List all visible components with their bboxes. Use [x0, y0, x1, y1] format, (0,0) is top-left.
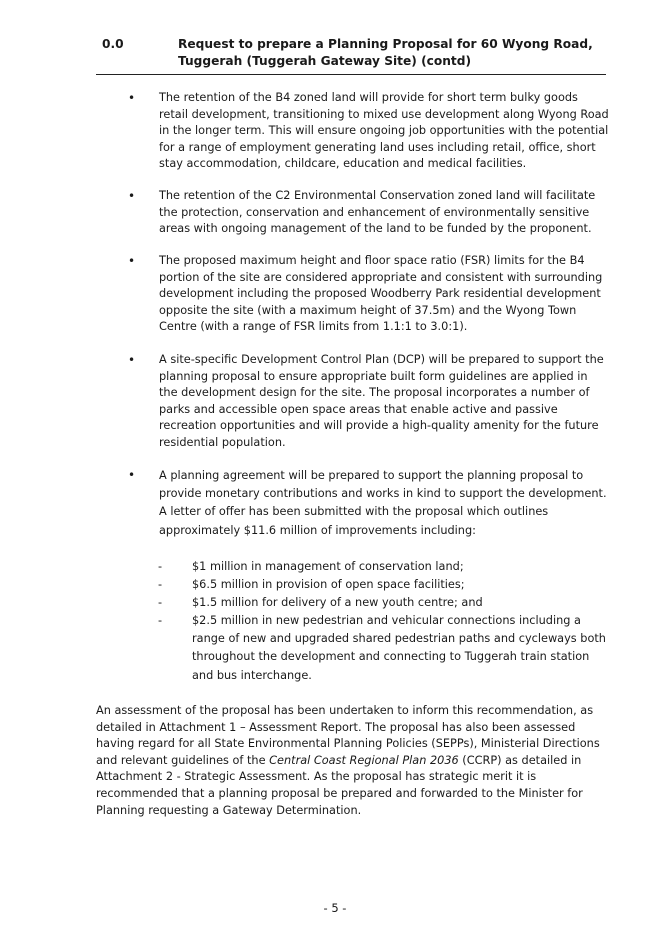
bullet-text: A planning agreement will be prepared to support the planning proposal to provide monetary contributions and works in kind to support the development. A letter of offer has been submitted with the proposal which outlines approximately $11.6 million of improvements including: — [159, 469, 607, 537]
bullet-text: The retention of the B4 zoned land will provide for short term bulky goods retail development, transitioning to mixed use development along Wyong Road in the longer term. This will ensure ongoing job opportunities with the potential for a range of employment generating land uses including retail, office, short stay accommodation, childcare, education and medical facilities. — [159, 91, 609, 171]
bullet-text: A site-specific Development Control Plan (DCP) will be prepared to support the planning proposal to ensure appropriate built form guidelines are applied in the development design for the site. The proposal incorporates a number of parks and accessible open space areas that enable active and passive recreation opportunities and will provide a high-quality amenity for the future residential population. — [159, 353, 604, 449]
dash-marker: - — [158, 596, 163, 609]
closing-text-part1: An assessment of the proposal has been undertaken to inform this recommendation, as detailed in Attachment 1 – Assessment Report. The proposal has also been assessed having regard for all State Environmental Planning Policies (SEPPs), Ministerial Directions and relevant guidelines of the — [96, 704, 600, 767]
bullet-icon: • — [128, 468, 136, 482]
bullet-text: The retention of the C2 Environmental Conservation zoned land will facilitate the protection, conservation and enhancement of environmentally sensitive areas with ongoing management of the land to be funded by the proponent. — [159, 189, 596, 236]
dash-marker: - — [158, 614, 163, 627]
bullet-icon: • — [128, 254, 136, 268]
improvement-text: $1 million in management of conservation land; — [192, 560, 464, 573]
dash-marker: - — [158, 560, 163, 573]
improvement-text: $6.5 million in provision of open space facilities; — [192, 578, 465, 591]
bullet-text: The proposed maximum height and floor space ratio (FSR) limits for the B4 portion of the site are considered appropriate and consistent with surrounding development including the proposed Woodberry Park residential development opposite the site (with a maximum height of 37.5m) and the Wyong Town Centre (with a range of FSR limits from 1.1:1 to 3.0:1). — [159, 254, 603, 334]
closing-paragraph — [96, 703, 608, 819]
closing-plan-title: Central Coast Regional Plan 2036 — [269, 753, 459, 767]
closing-text-part2: (CCRP) as detailed in Attachment 2 - Strategic Assessment. As the proposal has strategic merit it is recommended that a planning proposal be prepared and forwarded to the Minister for Planning requesting a Gateway Determination. — [96, 753, 583, 817]
dash-marker: - — [158, 578, 163, 591]
section-title: Request to prepare a Planning Proposal for 60 Wyong Road, Tuggerah (Tuggerah Gateway Site) (contd) — [178, 37, 593, 68]
section-header — [96, 36, 606, 75]
bullet-icon: • — [128, 189, 136, 203]
bullet-icon: • — [128, 91, 136, 105]
improvement-text: $2.5 million in new pedestrian and vehicular connections including a range of new and upgraded shared pedestrian paths and cycleways both throughout the development and connecting to Tuggerah train station and bus interchange. — [192, 614, 606, 682]
section-number: 0.0 — [102, 37, 124, 51]
improvement-text: $1.5 million for delivery of a new youth centre; and — [192, 596, 483, 609]
bullet-icon: • — [128, 353, 136, 367]
page-number: - 5 - — [323, 901, 347, 915]
